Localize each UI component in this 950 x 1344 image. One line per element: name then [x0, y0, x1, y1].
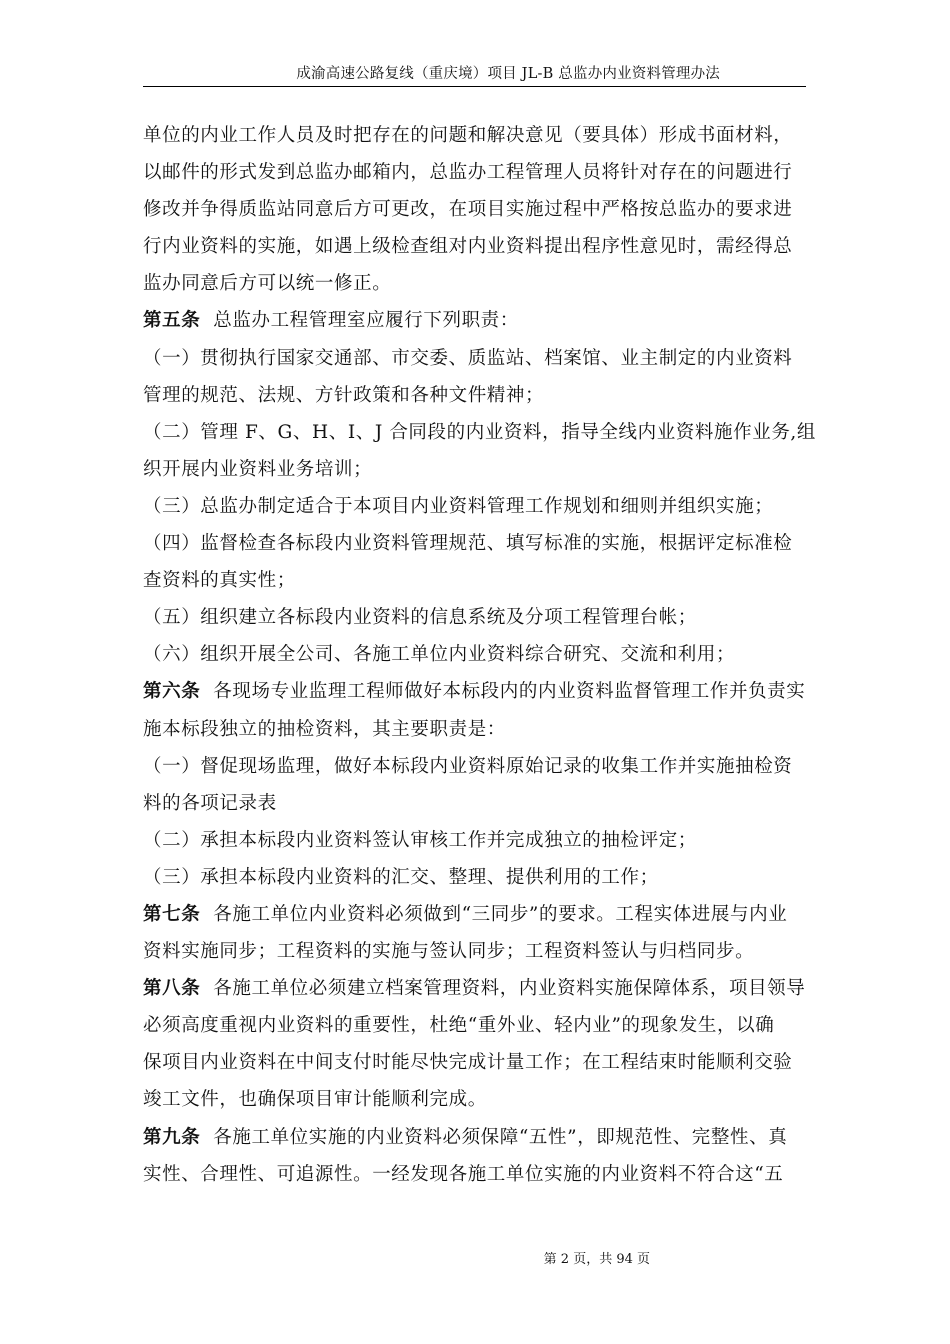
text-line: 以邮件的形式发到总监办邮箱内，总监办工程管理人员将针对存在的问题进行: [143, 162, 793, 184]
text-line: 管理的规范、法规、方针政策和各种文件精神；: [143, 384, 545, 406]
text-line: 实性、合理性、可追源性。一经发现各施工单位实施的内业资料不符合这“五: [143, 1163, 784, 1185]
text-line: [143, 896, 806, 933]
text-line: [143, 1119, 806, 1156]
text-line: （二）承担本标段内业资料签认审核工作并完成独立的抽检评定；: [143, 829, 697, 851]
document-body: [143, 117, 817, 1193]
text-line: （一）督促现场监理，做好本标段内业资料原始记录的收集工作并实施抽检资: [143, 755, 793, 777]
article-number: 第九条: [143, 1126, 201, 1148]
article-text: 各施工单位必须建立档案管理资料，内业资料实施保障体系，项目领导: [200, 978, 806, 1000]
text-line: 行内业资料的实施，如遇上级检查组对内业资料提出程序性意见时，需经得总: [143, 236, 793, 258]
article-number: 第五条: [143, 310, 201, 332]
article-number: 第六条: [143, 681, 201, 703]
text-line: （六）组织开展全公司、各施工单位内业资料综合研究、交流和利用；: [143, 644, 736, 666]
text-line: （二）管理 F、G、H、I、J 合同段的内业资料，指导全线内业资料施作业务,组: [143, 421, 817, 443]
article-text: 各施工单位内业资料必须做到“三同步”的要求。工程实体进展与内业: [200, 903, 788, 925]
text-line: [143, 970, 806, 1007]
text-line: 资料实施同步；工程资料的实施与签认同步；工程资料签认与归档同步。: [143, 941, 755, 963]
text-line: 施本标段独立的抽检资料，其主要职责是：: [143, 718, 506, 740]
article-text: 总监办工程管理室应履行下列职责：: [200, 310, 519, 332]
page-footer: 第 2 页，共 94 页: [543, 1252, 650, 1267]
text-line: （五）组织建立各标段内业资料的信息系统及分项工程管理台帐；: [143, 607, 697, 629]
text-line: 料的各项记录表: [143, 792, 277, 814]
text-line: 竣工文件，也确保项目审计能顺利完成。: [143, 1089, 487, 1111]
text-line: 查资料的真实性；: [143, 570, 296, 592]
header-rule: [143, 86, 806, 87]
text-line: （一）贯彻执行国家交通部、市交委、质监站、档案馆、业主制定的内业资料: [143, 347, 793, 369]
text-line: （四）监督检查各标段内业资料管理规范、填写标准的实施，根据评定标准检: [143, 533, 793, 555]
text-line: [143, 673, 806, 710]
text-line: 必须高度重视内业资料的重要性，杜绝“重外业、轻内业”的现象发生，以确: [143, 1015, 775, 1037]
article-number: 第八条: [143, 978, 201, 1000]
article-text: 各现场专业监理工程师做好本标段内的内业资料监督管理工作并负责实: [200, 681, 806, 703]
text-line: （三）总监办制定适合于本项目内业资料管理工作规划和细则并组织实施；: [143, 495, 774, 517]
text-line: 保项目内业资料在中间支付时能尽快完成计量工作；在工程结束时能顺利交验: [143, 1052, 793, 1074]
text-line: 单位的内业工作人员及时把存在的问题和解决意见（要具体）形成书面材料，: [143, 125, 793, 146]
text-line: [143, 302, 806, 339]
article-text: 各施工单位实施的内业资料必须保障“五性”，即规范性、完整性、真: [200, 1126, 788, 1148]
text-line: （三）承担本标段内业资料的汇交、整理、提供利用的工作；: [143, 866, 659, 888]
text-line: 修改并争得质监站同意后方可更改，在项目实施过程中严格按总监办的要求进: [143, 199, 793, 221]
page-header: 成渝高速公路复线（重庆境）项目 JL-B 总监办内业资料管理办法: [296, 66, 720, 82]
text-line: 织开展内业资料业务培训；: [143, 458, 373, 480]
text-line: 监办同意后方可以统一修正。: [143, 273, 392, 295]
article-number: 第七条: [143, 903, 201, 925]
